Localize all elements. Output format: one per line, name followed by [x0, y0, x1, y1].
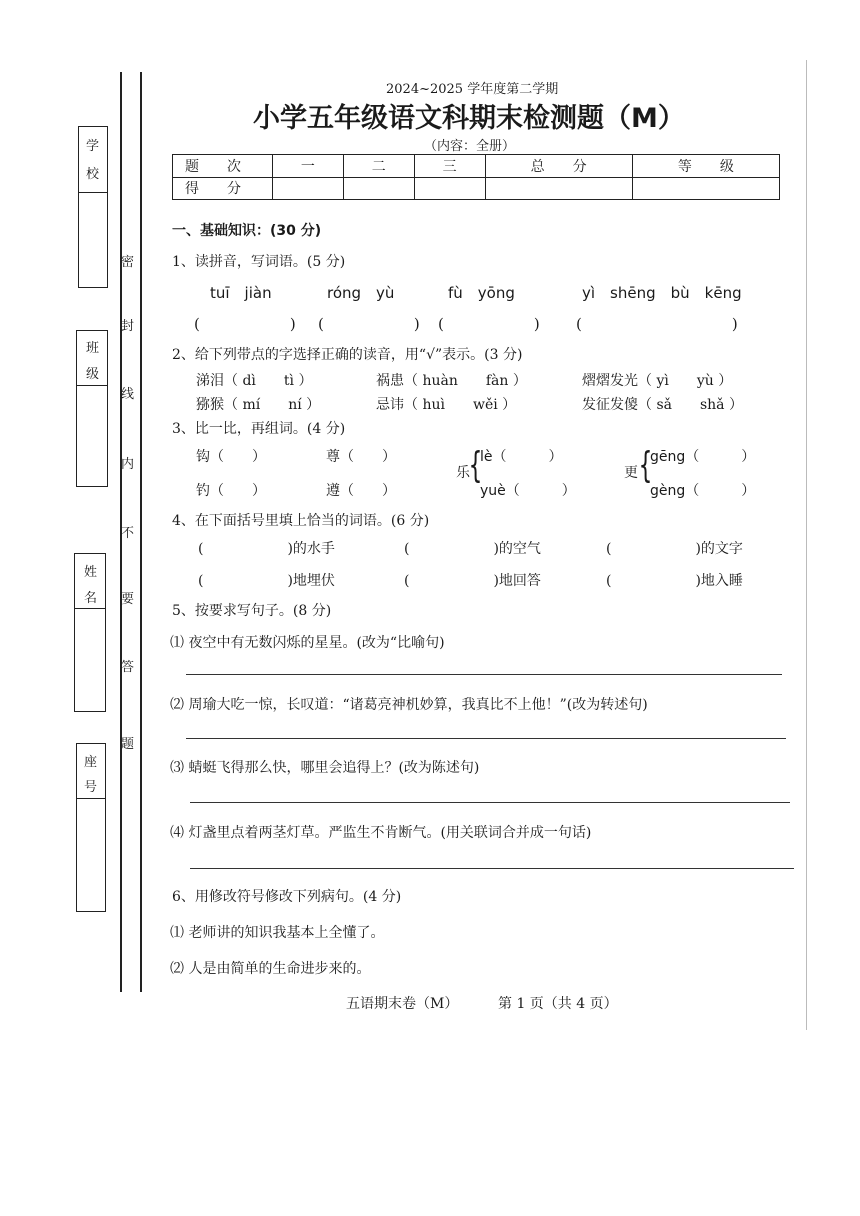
score-header-cell: 三 [414, 155, 485, 178]
q2-item: 忌讳（ huì wěi ） [376, 397, 517, 413]
score-table-header-row [173, 155, 780, 178]
q3-pair[interactable]: 尊（ ） [326, 449, 396, 465]
name-char-2: 名 [84, 591, 98, 606]
q3-le-reading[interactable]: lè（ ） [480, 449, 563, 465]
q1-answer-1[interactable]: ( ) [194, 315, 296, 333]
q1-answer-2[interactable]: ( ) [318, 315, 420, 333]
answer-line[interactable] [190, 868, 794, 869]
school-char-2: 校 [86, 167, 100, 182]
content-scope: （内容：全册） [424, 139, 516, 154]
class-char-2: 级 [86, 367, 100, 382]
seal-char-5: 不 [121, 526, 135, 541]
seal-char-7: 答 [121, 660, 135, 675]
score-cell[interactable] [343, 177, 414, 200]
score-table-score-row [173, 177, 780, 200]
q6-item: ⑴ 老师讲的知识我基本上全懂了。 [170, 925, 385, 941]
q3-le-char: 乐 [456, 465, 470, 481]
score-header-cell: 题 次 [173, 155, 273, 178]
answer-line[interactable] [190, 802, 790, 803]
q4-item[interactable]: ( )地埋伏 [198, 573, 335, 589]
q4-title: 4、在下面括号里填上恰当的词语。(6 分) [172, 513, 430, 529]
footer-label: 五语期末卷（M） [346, 996, 459, 1012]
q2-item: 涕泪（ dì tì ） [196, 373, 313, 389]
class-char-1: 班 [86, 341, 100, 356]
seal-char-4: 内 [121, 457, 135, 472]
score-cell[interactable] [273, 177, 344, 200]
q1-pinyin-2: róng yù [327, 284, 395, 302]
answer-line[interactable] [186, 674, 782, 675]
q4-item[interactable]: ( )地回答 [404, 573, 541, 589]
section-1-title: 一、基础知识：(30 分) [172, 223, 322, 239]
q3-le-reading[interactable]: yuè（ ） [480, 483, 576, 499]
q2-item: 猕猴（ mí ní ） [196, 397, 321, 413]
q1-pinyin-1: tuī jiàn [210, 284, 272, 302]
score-cell[interactable] [414, 177, 485, 200]
q6-item: ⑵ 人是由简单的生命进步来的。 [170, 961, 371, 977]
score-cell[interactable] [485, 177, 632, 200]
score-row-label: 得 分 [173, 177, 273, 200]
q4-item[interactable]: ( )的文字 [606, 541, 743, 557]
answer-line[interactable] [186, 738, 786, 739]
q1-pinyin-3: fù yōng [448, 284, 515, 302]
q5-item: ⑴ 夜空中有无数闪烁的星星。(改为“比喻句) [170, 635, 445, 651]
name-divider [74, 608, 106, 609]
q1-title: 1、读拼音，写词语。(5 分) [172, 254, 346, 270]
score-header-cell: 一 [273, 155, 344, 178]
q3-pair[interactable]: 遵（ ） [326, 483, 396, 499]
q2-item: 发征发傻（ sǎ shǎ ） [582, 397, 743, 413]
q4-item[interactable]: ( )的水手 [198, 541, 335, 557]
seal-char-6: 要 [121, 592, 135, 607]
seat-char-1: 座 [84, 755, 98, 770]
q1-answer-4[interactable]: ( ) [576, 315, 738, 333]
score-cell[interactable] [632, 177, 779, 200]
page-title: 小学五年级语文科期末检测题（M） [253, 103, 685, 134]
school-year: 2024~2025 学年度第二学期 [386, 82, 559, 97]
q3-geng-reading[interactable]: gèng（ ） [650, 483, 756, 499]
q4-item[interactable]: ( )的空气 [404, 541, 541, 557]
q1-pinyin-4: yì shēng bù kēng [582, 284, 742, 302]
q2-title: 2、给下列带点的字选择正确的读音，用“√”表示。(3 分) [172, 347, 523, 363]
score-header-cell: 二 [343, 155, 414, 178]
q5-title: 5、按要求写句子。(8 分) [172, 603, 332, 619]
q5-item: ⑷ 灯盏里点着两茎灯草。严监生不肯断气。(用关联词合并成一句话) [170, 825, 592, 841]
score-header-cell: 等 级 [632, 155, 779, 178]
q5-item: ⑵ 周瑜大吃一惊，长叹道：“诸葛亮神机妙算，我真比不上他！”(改为转述句) [170, 697, 648, 713]
q3-geng-brace: { [638, 445, 653, 486]
q3-le-brace: { [468, 445, 483, 486]
q2-item: 熠熠发光（ yì yù ） [582, 373, 733, 389]
score-table [172, 154, 780, 200]
school-divider [78, 192, 108, 193]
q5-item: ⑶ 蜻蜓飞得那么快，哪里会追得上？(改为陈述句) [170, 760, 480, 776]
school-char-1: 学 [86, 139, 100, 154]
q3-title: 3、比一比，再组词。(4 分) [172, 421, 346, 437]
q3-geng-reading[interactable]: gēng（ ） [650, 449, 756, 465]
seat-char-2: 号 [84, 780, 98, 795]
scan-edge [806, 60, 807, 1030]
seal-char-3: 线 [121, 387, 135, 402]
q1-answer-3[interactable]: ( ) [438, 315, 540, 333]
name-char-1: 姓 [84, 565, 98, 580]
binding-line-right [140, 72, 142, 992]
page-number: 第 1 页（共 4 页） [498, 996, 618, 1012]
score-header-cell: 总 分 [485, 155, 632, 178]
seal-char-8: 题 [121, 737, 135, 752]
seal-char-2: 封 [121, 319, 135, 334]
q3-pair[interactable]: 钓（ ） [196, 483, 266, 499]
q2-item: 祸患（ huàn fàn ） [376, 373, 527, 389]
q4-item[interactable]: ( )地入睡 [606, 573, 743, 589]
class-divider [76, 385, 108, 386]
q3-pair[interactable]: 钩（ ） [196, 449, 266, 465]
q3-geng-char: 更 [624, 465, 638, 481]
seal-char-1: 密 [121, 255, 135, 270]
q6-title: 6、用修改符号修改下列病句。(4 分) [172, 889, 402, 905]
seat-divider [76, 798, 106, 799]
